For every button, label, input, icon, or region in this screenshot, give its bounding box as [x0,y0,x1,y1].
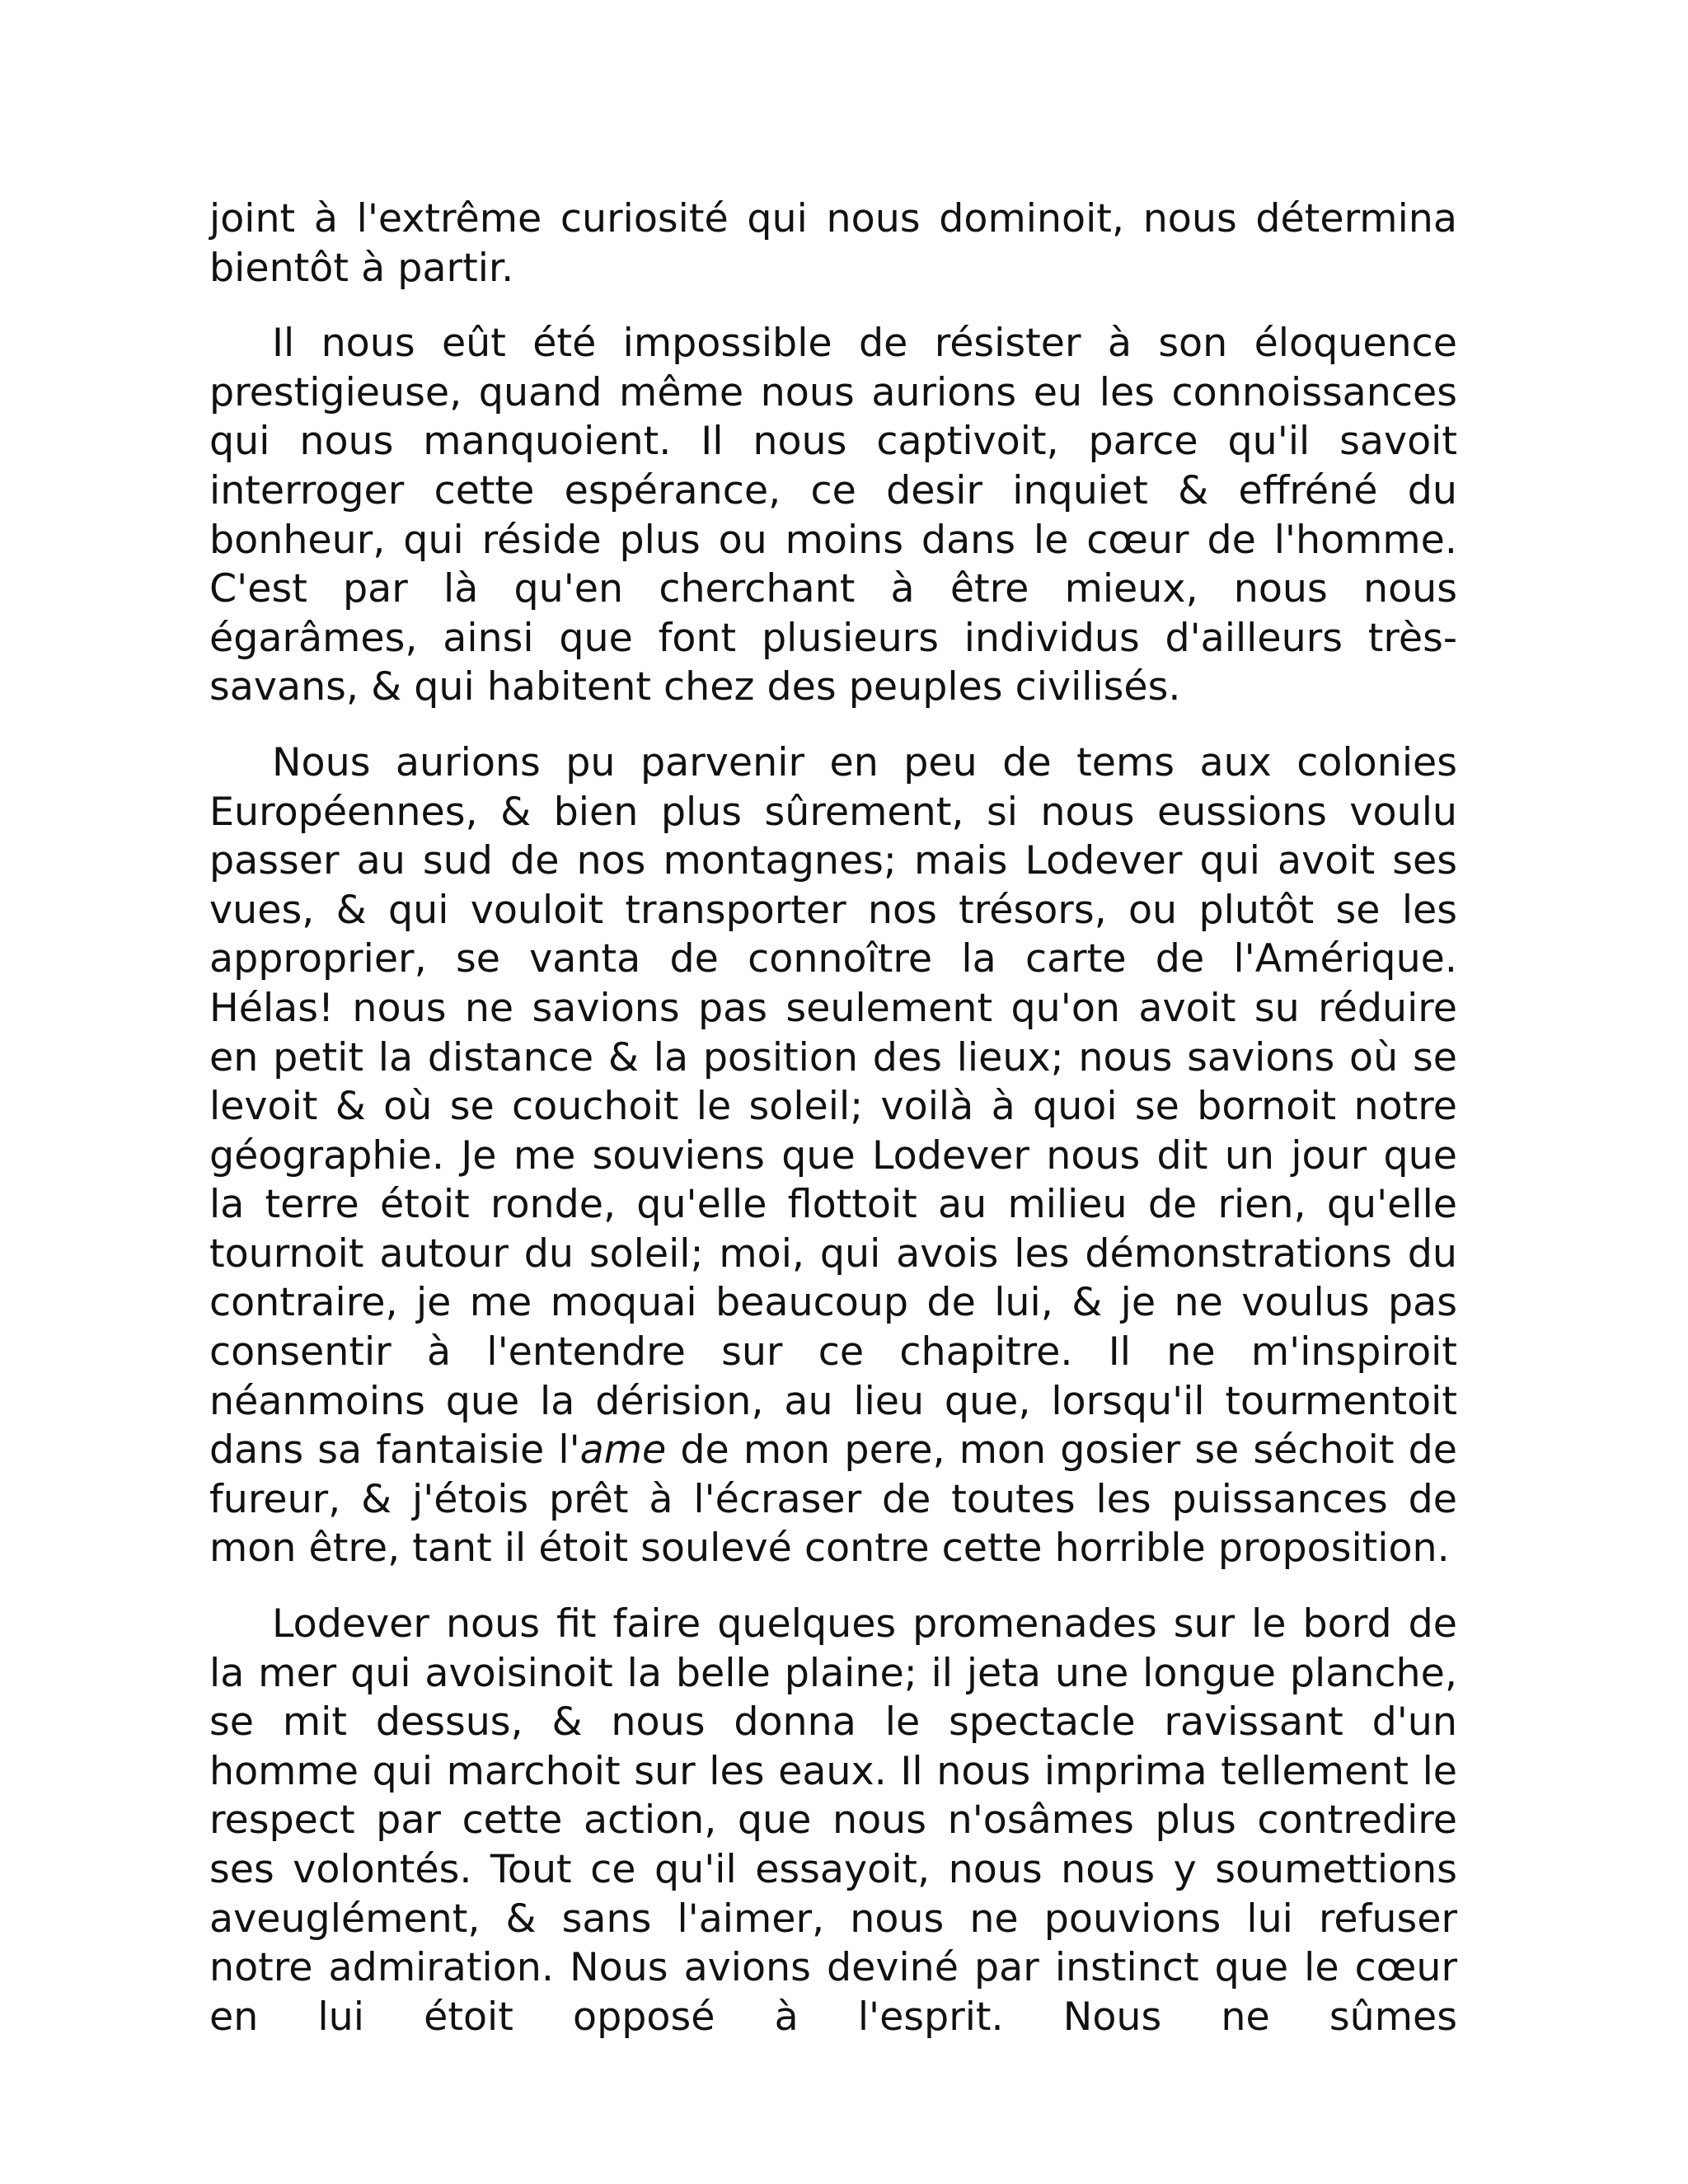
paragraph-colonies [209,738,1457,1573]
paragraph-continuation: joint à l'extrême curiosité qui nous dominoit, nous détermina bientôt à partir. [209,196,1457,291]
italic-word-ame: ame [579,1427,667,1474]
paragraph-colonies-text-before: Nous aurions pu parvenir en peu de tems aux colonies Européennes, & bien plus sûrement, si nous eussions voulu passer au sud de nos montagnes; mais Lodever qui avoit ses vues, & qui vouloit transporter nos trésors, ou plutôt se les approprier, se vanta de connoître la carte de l'Amérique. Hélas! nous ne savions pas seulement qu'on avoit su réduire en petit la distance & la position des lieux; nous savions où se levoit & où se couchoit le soleil; voilà à quoi se bornoit notre géographie. Je me souviens que Lodever nous dit un jour que la terre étoit ronde, qu'elle flottoit au milieu de rien, qu'elle tournoit autour du soleil; moi, qui avois les démonstrations du contraire, je me moquai beaucoup de lui, & je ne voulus pas consentir à l'entendre sur ce chapitre. Il ne m'inspiroit néanmoins que la dérision, au lieu que, lorsqu'il tourmentoit dans sa fantaisie l' [209,739,1457,1474]
paragraph-promenades: Lodever nous fit faire quelques promenades sur le bord de la mer qui avoisinoit la belle plaine; il jeta une longue planche, se mit dessus, & nous donna le spectacle ravissant d'un homme qui marchoit sur les eaux. Il nous imprima tellement le respect par cette action, que nous n'osâmes plus contredire ses volontés. Tout ce qu'il essayoit, nous nous y soumettions aveuglément, & sans l'aimer, nous ne pouvions lui refuser notre admiration. Nous avions deviné par instinct que le cœur en lui étoit opposé à l'esprit. Nous ne sûmes [209,1601,1457,2040]
document-page [209,194,1457,2041]
paragraph-eloquence: Il nous eût été impossible de résister à son éloquence prestigieuse, quand même nous aurions eu les connoissances qui nous manquoient. Il nous captivoit, parce qu'il savoit interroger cette espérance, ce desir inquiet & effréné du bonheur, qui réside plus ou moins dans le cœur de l'homme. C'est par là qu'en cherchant à être mieux, nous nous égarâmes, ainsi que font plusieurs individus d'ailleurs très-savans, & qui habitent chez des peuples civilisés. [209,321,1457,710]
paragraph-colonies-text-after: de mon pere, mon gosier se séchoit de fureur, & j'étois prêt à l'écraser de toutes les puissances de mon être, tant il étoit soulevé contre cette horrible proposition. [209,1427,1457,1572]
